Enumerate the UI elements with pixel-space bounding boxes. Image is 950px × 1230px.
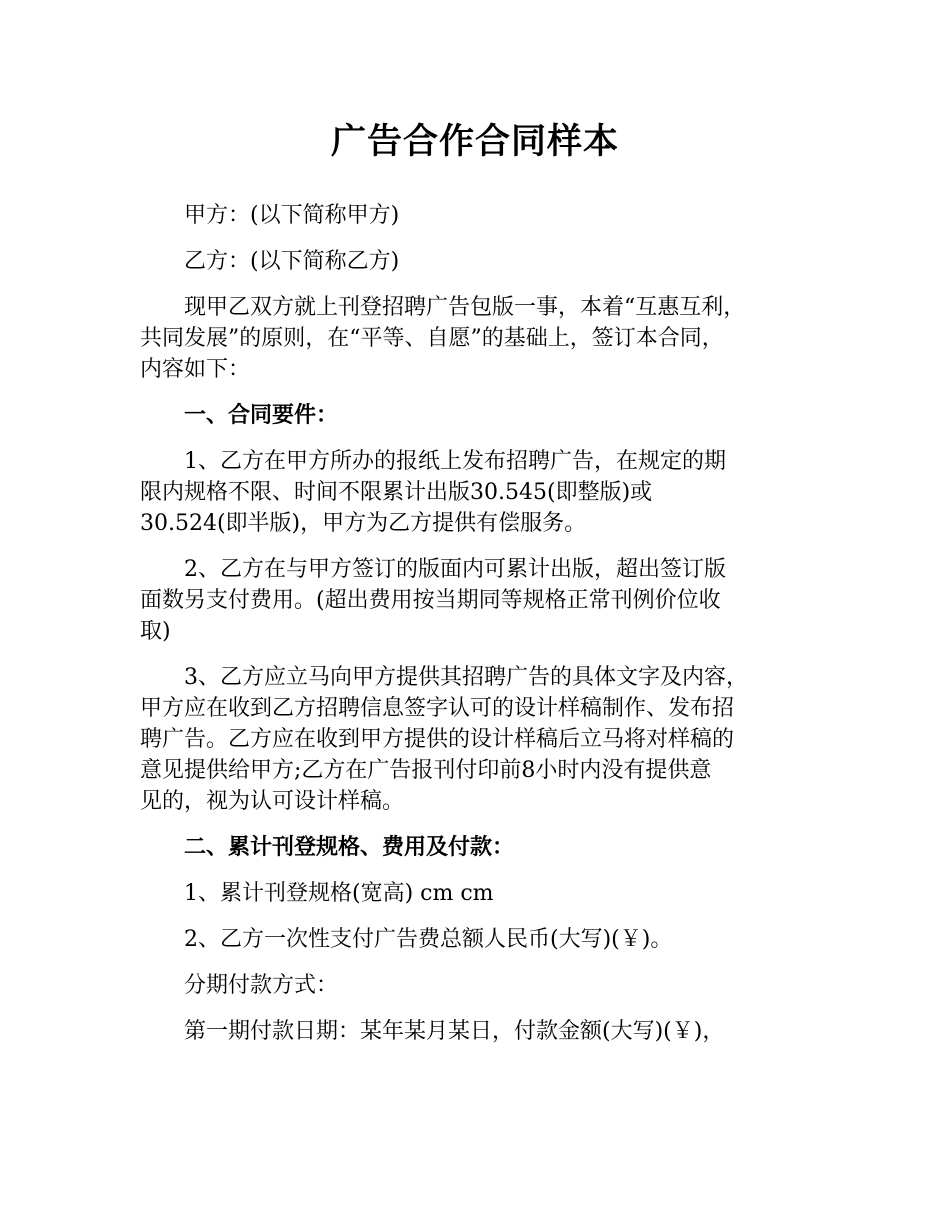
document-body <box>140 200 830 1062</box>
intro-paragraph: 现甲乙双方就上刊登招聘广告包版一事，本着“互惠互利， 共同发展”的原则，在“平等、自愿”的基础上，签订本合同， 内容如下： <box>140 295 746 382</box>
clause-1-1: 1、乙方在甲方所办的报纸上发布招聘广告，在规定的期 限内规格不限、时间不限累计出版30.545(即整版)或 30.524(即半版)，甲方为乙方提供有偿服务。 <box>140 449 726 536</box>
clause-1-3: 3、乙方应立马向甲方提供其招聘广告的具体文字及内容， 甲方应在收到乙方招聘信息签字认可的设计样稿制作、发布招 聘广告。乙方应在收到甲方提供的设计样稿后立马将对样稿的 意见提供给甲方;乙方在广告报刊付印前8小时内没有提供意 见的，视为认可设计样稿。 <box>140 665 748 814</box>
clause-2-2: 2、乙方一次性支付广告费总额人民币(大写)(￥)。 <box>184 927 673 952</box>
section-heading-1: 一、合同要件： <box>184 402 339 428</box>
installment-label: 分期付款方式： <box>184 973 339 998</box>
party-b-line: 乙方：(以下简称乙方) <box>184 249 400 274</box>
clause-2-1: 1、累计刊登规格(宽高) cm cm <box>184 881 494 906</box>
document-title: 广告合作合同样本 <box>330 121 619 162</box>
first-installment-line: 第一期付款日期：某年某月某日，付款金额(大写)(￥)， <box>184 1019 725 1044</box>
party-a-line: 甲方：(以下简称甲方) <box>184 203 400 228</box>
clause-1-2: 2、乙方在与甲方签订的版面内可累计出版，超出签订版 面数另支付费用。(超出费用按当期同等规格正常刊例价位收 取) <box>140 557 726 644</box>
section-heading-2: 二、累计刊登规格、费用及付款： <box>184 834 515 860</box>
